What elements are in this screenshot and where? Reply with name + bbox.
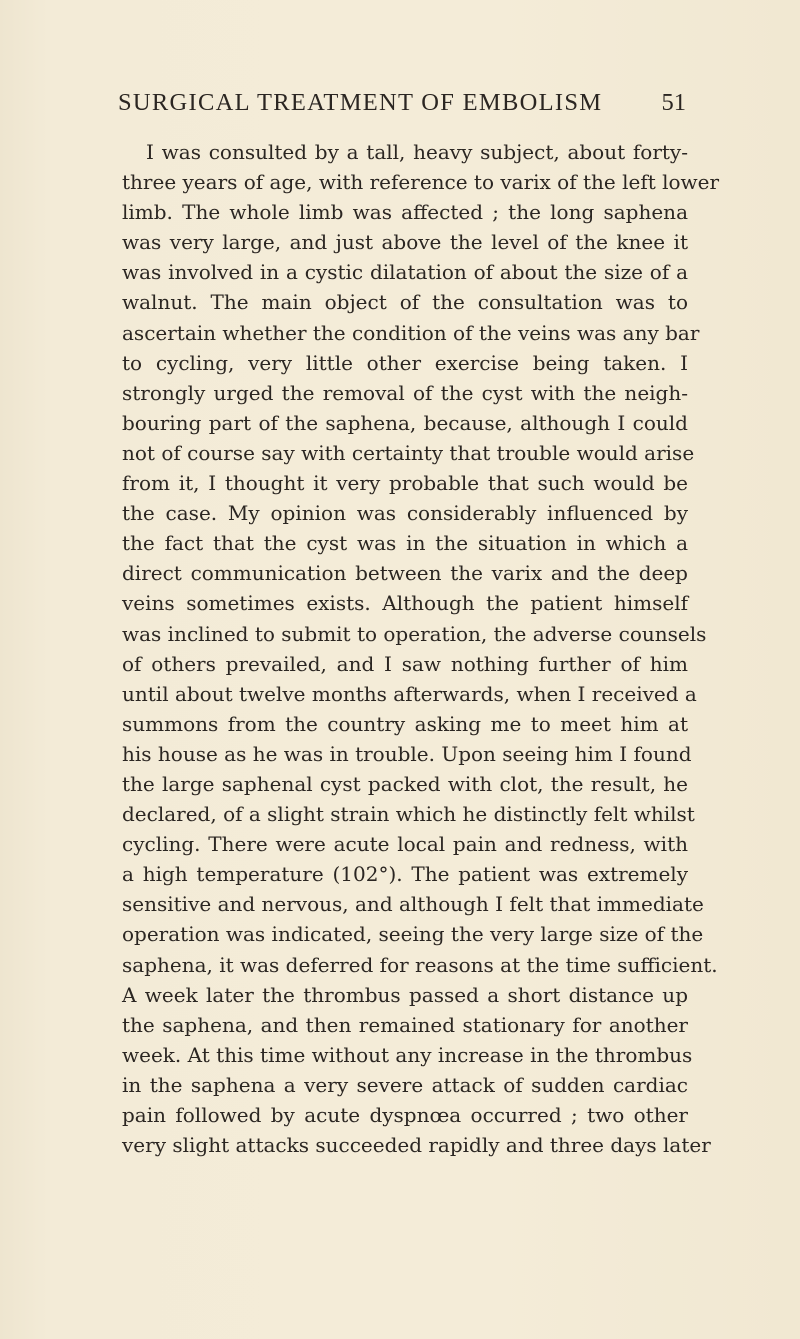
text-line: sensitive and nervous, and although I felt that immediate <box>122 892 704 917</box>
text-line: the large saphenal cyst packed with clot, the result, he <box>122 771 688 796</box>
page-number: 51 <box>661 89 686 116</box>
text-line: ascertain whether the condition of the veins was any bar <box>122 320 700 345</box>
text-line: the fact that the cyst was in the situation in which a <box>122 531 688 556</box>
text-line: was involved in a cystic dilatation of about the size of a <box>122 260 688 285</box>
text-line: in the saphena a very severe attack of sudden cardiac <box>122 1072 688 1097</box>
running-head <box>118 88 686 118</box>
text-line: from it, I thought it very probable that such would be <box>122 471 688 496</box>
text-line: the case. My opinion was considerably influenced by <box>122 501 688 526</box>
text-line: A week later the thrombus passed a short distance up <box>122 982 688 1007</box>
text-line: three years of age, with reference to varix of the left lower <box>122 170 720 195</box>
text-line: week. At this time without any increase in the thrombus <box>122 1042 693 1067</box>
text-line: I was consulted by a tall, heavy subject, about forty- <box>146 140 688 164</box>
text-line: walnut. The main object of the consultation was to <box>122 290 688 315</box>
text-line: veins sometimes exists. Although the patient himself <box>122 591 688 616</box>
text-line: was inclined to submit to operation, the adverse counsels <box>122 621 707 646</box>
text-line: bouring part of the saphena, because, although I could <box>122 410 688 435</box>
text-line: was very large, and just above the level of the knee it <box>122 230 688 255</box>
text-line: to cycling, very little other exercise being taken. I <box>122 350 688 375</box>
text-line: very slight attacks succeeded rapidly and three days later <box>122 1133 711 1158</box>
text-line: a high temperature (102°). The patient was extremely <box>122 862 688 887</box>
text-line: operation was indicated, seeing the very large size of the <box>122 922 704 947</box>
text-line: not of course say with certainty that trouble would arise <box>122 440 695 465</box>
body-text <box>122 137 720 1160</box>
text-line: strongly urged the removal of the cyst with the neigh- <box>122 380 688 405</box>
text-line: the saphena, and then remained stationary for another <box>122 1012 688 1037</box>
text-line: saphena, it was deferred for reasons at the time sufficient. <box>122 952 718 977</box>
text-line: summons from the country asking me to meet him at <box>122 711 688 736</box>
text-line: declared, of a slight strain which he distinctly felt whilst <box>122 802 695 827</box>
text-line: direct communication between the varix and the deep <box>122 561 688 586</box>
text-line: of others prevailed, and I saw nothing further of him <box>122 651 688 676</box>
text-line: until about twelve months afterwards, when I received a <box>122 681 697 706</box>
text-line: cycling. There were acute local pain and redness, with <box>122 832 688 857</box>
text-line: pain followed by acute dyspnœa occurred ; two other <box>122 1103 688 1127</box>
text-line: his house as he was in trouble. Upon seeing him I found <box>122 741 692 766</box>
running-title: SURGICAL TREATMENT OF EMBOLISM <box>118 89 603 116</box>
text-line: limb. The whole limb was affected ; the long saphena <box>122 200 688 225</box>
